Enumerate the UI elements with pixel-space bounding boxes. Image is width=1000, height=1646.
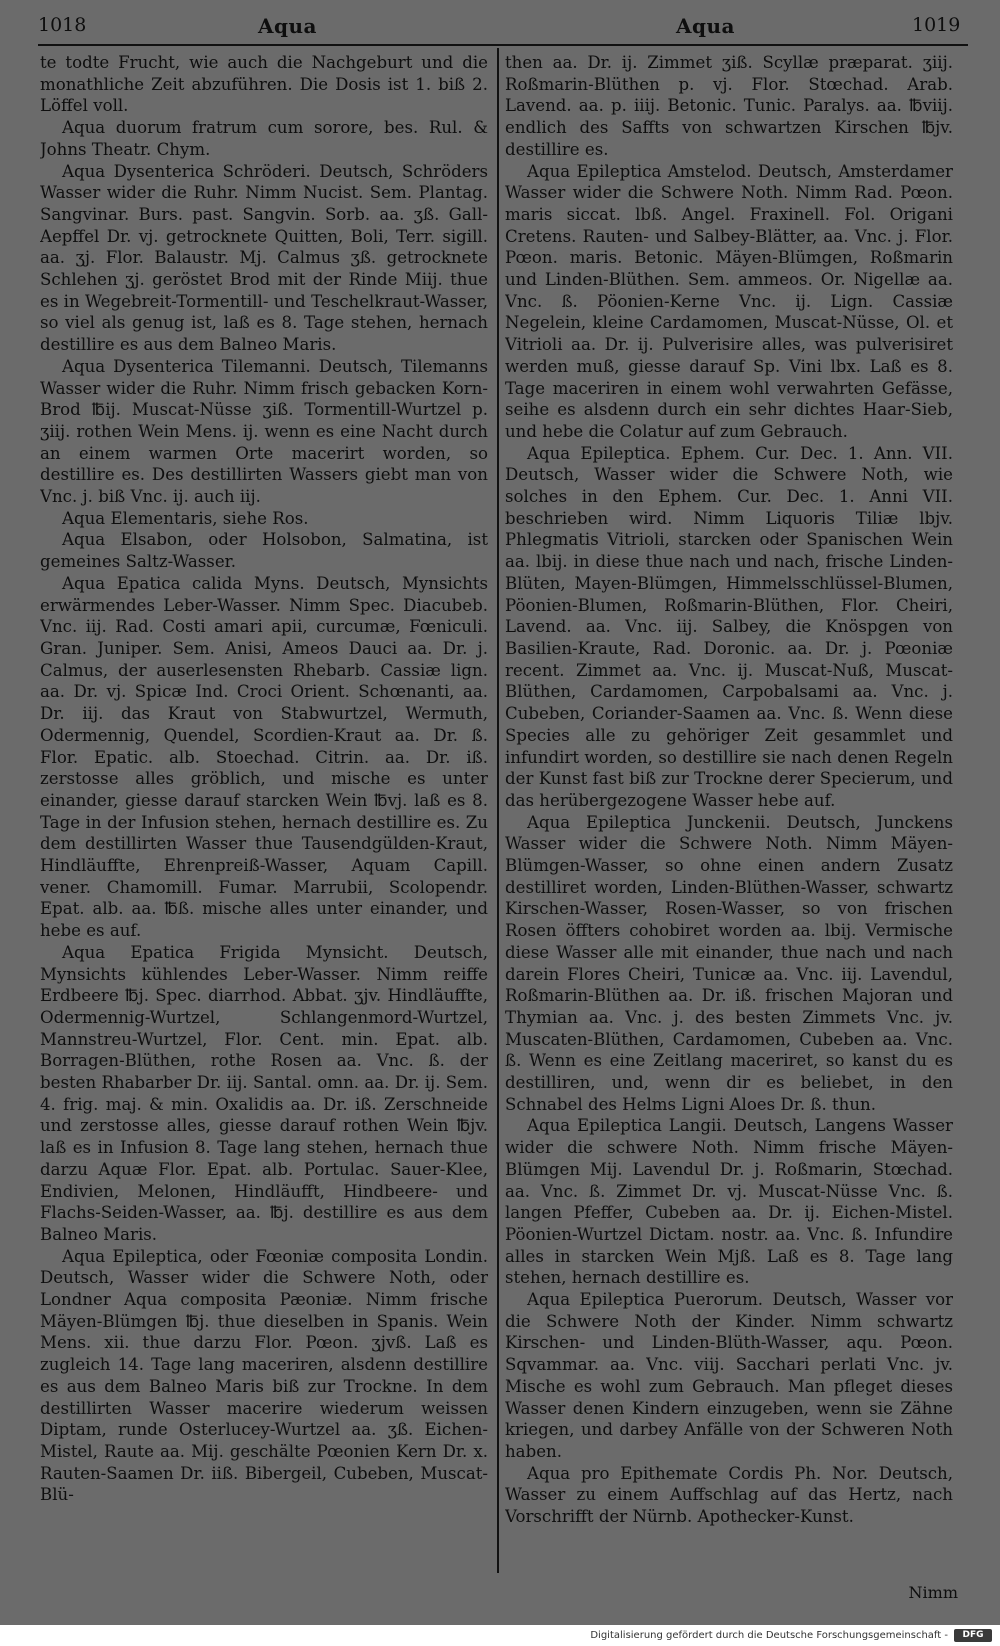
column-divider bbox=[497, 48, 499, 1573]
right-entry: Aqua Epileptica Amstelod. Deutsch, Amsterdamer Wasser wider die Schwere Noth. Nimm Rad. Pœon. maris siccat. lbß. Angel. Fraxinell. Fol. Origani Cretens. Rauten- und Salbey-Blätter, aa. Vnc. j. Flor. Pœon. maris. Betonic. Mäyen-Blümgen, Roßmarin und Linden-Blüthen. Sem. ammeos. Or. Nigellæ aa. Vnc. ß. Pöonien-Kerne Vnc. ij. Lign. Cassiæ Negelein, kleine Cardamomen, Muscat-Nüsse, Ol. et Vitrioli aa. Dr. ij. Pulverisire alles, was pulverisiret werden muß, giesse darauf Sp. Vini lbx. Laß es 8. Tage maceriren in einem wohl verwahrten Gefässe, seihe es alsdenn durch ein sehr dichtes Haar-Sieb, und hebe die Colatur auf zum Gebrauch. bbox=[505, 161, 953, 441]
right-entry: Aqua pro Epithemate Cordis Ph. Nor. Deutsch, Wasser zu einem Auffschlag auf das Hertz, nach Vorschrifft der Nürnb. Apothecker-Kunst. bbox=[505, 1463, 953, 1527]
catchword: Nimm bbox=[908, 1583, 958, 1602]
left-entry-continuation: te todte Frucht, wie auch die Nachgeburt und die monathliche Zeit abzuführen. Die Dosis ist 1. biß 2. Löffel voll. bbox=[40, 53, 488, 116]
right-entry: Aqua Epileptica Langii. Deutsch, Langens Wasser wider die schwere Noth. Nimm frische Mäyen-Blümgen Mij. Lavendul Dr. j. Roßmarin, Stœchad. aa. Vnc. ß. Zimmet Dr. vj. Muscat-Nüsse Vnc. ß. langen Pfeffer, Cubeben aa. Dr. ij. Eichen-Mistel. Pöonien-Wurtzel Dictam. nostr. aa. Vnc. ß. Infundire alles in starcken Wein Mjß. Laß es 8. Tage lang stehen, hernach destillire es. bbox=[505, 1116, 953, 1288]
left-entry: Aqua Dysenterica Schröderi. Deutsch, Schröders Wasser wider die Ruhr. Nimm Nucist. Sem. Plantag. Sangvinar. Burs. past. Sangvin. Sorb. aa. ʒß. Gall-Aepffel Dr. vj. getrocknete Quitten, Boli, Terr. sigill. aa. ʒj. Flor. Balaustr. Mj. Calmus ʒß. getrocknete Schlehen ʒj. geröstet Brod mit der Rinde Miij. thue es in Wegebreit-Tormentill- und Teschelkraut-Wasser, so viel als genug ist, laß es 8. Tage stehen, hernach destillire es aus dem Balneo Maris. bbox=[40, 161, 488, 355]
left-running-title: Aqua bbox=[258, 14, 318, 38]
right-page-number: 1019 bbox=[912, 14, 961, 36]
dfg-logo[interactable]: DFG bbox=[954, 1629, 992, 1642]
right-entry: Aqua Epileptica Puerorum. Deutsch, Wasser vor die Schwere Noth der Kinder. Nimm schwartz Kirschen- und Linden-Blüth-Wasser, aqu. Pœon. Sqvammar. aa. Vnc. viij. Sacchari perlati Vnc. jv. Mische es wohl zum Gebrauch. Man pfleget dieses Wasser denen Kindern einzugeben, wenn sie Zähne kriegen, und darbey Anfälle von der Schweren Noth haben. bbox=[505, 1290, 953, 1461]
right-entry: Aqua Epileptica. Ephem. Cur. Dec. 1. Ann. VII. Deutsch, Wasser wider die Schwere Noth, wie solches in den Ephem. Cur. Dec. 1. Anni VII. beschrieben wird. Nimm Liquoris Tiliæ lbjv. Phlegmatis Vitrioli, starcken oder Spanischen Wein aa. lbij. in diese thue nach und nach, frische Linden-Blüten, Mayen-Blümgen, Himmelsschlüssel-Blumen, Pöonien-Blumen, Roßmarin-Blüthen, Flor. Cheiri, Lavend. aa. Vnc. iij. Salbey, die Knöspgen von Basilien-Kraute, Rad. Doronic. aa. Dr. j. Pœoniæ recent. Zimmet aa. Vnc. ij. Muscat-Nuß, Muscat-Blüthen, Cardamomen, Carpobalsami aa. Vnc. j. Cubeben, Coriander-Saamen aa. Vnc. ß. Wenn diese Species alle zu gehöriger Zeit gesammlet und infundirt worden, so destillire sie nach denen Regeln der Kunst fast biß zur Trockne derer Specierum, und das herübergezogene Wasser hebe auf. bbox=[505, 443, 953, 810]
header-rule bbox=[38, 44, 968, 46]
digitization-credit: Digitalisierung gefördert durch die Deutsche Forschungsgemeinschaft - bbox=[590, 1630, 948, 1641]
left-entry: Aqua Elsabon, oder Holsobon, Salmatina, ist gemeines Saltz-Wasser. bbox=[40, 530, 488, 572]
left-entry: Aqua duorum fratrum cum sorore, bes. Rul. & Johns Theatr. Chym. bbox=[40, 118, 488, 159]
right-running-title: Aqua bbox=[676, 14, 736, 38]
left-entry: Aqua Elementaris, siehe Ros. bbox=[62, 508, 309, 528]
right-column bbox=[505, 52, 953, 1577]
left-page-number: 1018 bbox=[38, 14, 87, 36]
left-entry: Aqua Dysenterica Tilemanni. Deutsch, Tilemanns Wasser wider die Ruhr. Nimm frisch gebacken Korn-Brod ℔ij. Muscat-Nüsse ʒiß. Tormentill-Wurtzel p. ʒiij. rothen Wein Mens. ij. wenn es eine Nacht durch an einem warmen Orte macerirt worden, so destillire es. Des destillirten Wassers giebt man von Vnc. j. biß Vnc. ij. auch iij. bbox=[40, 356, 488, 507]
left-entry: Aqua Epatica calida Myns. Deutsch, Mynsichts erwärmendes Leber-Wasser. Nimm Spec. Diacubeb. Vnc. iij. Rad. Costi amari apii, curcumæ, Fœniculi. Gran. Juniper. Sem. Anisi, Ameos Dauci aa. Dr. j. Calmus, der auserlesensten Rhebarb. Cassiæ lign. aa. Dr. vj. Spicæ Ind. Croci Orient. Schœnanti, aa. Dr. iij. das Kraut von Stabwurtzel, Wermuth, Odermennig, Quendel, Scordien-Kraut aa. Dr. ß. Flor. Epatic. alb. Stoechad. Citrin. aa. Dr. iß. zerstosse alles gröblich, und mische es unter einander, giesse darauf starcken Wein ℔vj. laß es 8. Tage in der Infusion stehen, hernach destillire es. Zu dem destillirten Wasser thue Tausendgülden-Kraut, Hindläuffte, Ehrenpreiß-Wasser, Aquam Capill. vener. Chamomill. Fumar. Marrubii, Scolopendr. Epat. alb. aa. ℔ß. mische alles unter einander, und hebe es auf. bbox=[40, 573, 488, 941]
footer-bar bbox=[0, 1625, 1000, 1646]
left-entry: Aqua Epileptica, oder Fœoniæ composita Londin. Deutsch, Wasser wider die Schwere Noth, oder Londner Aqua composita Pæoniæ. Nimm frische Mäyen-Blümgen ℔j. thue dieselben in Spanis. Wein Mens. xii. thue darzu Flor. Pœon. ʒjvß. Laß es zugleich 14. Tage lang maceriren, alsdenn destillire es aus dem Balneo Maris biß zur Trockne. In dem destillirten Wasser macerire wiederum weissen Diptam, runde Osterlucey-Wurtzel aa. ʒß. Eichen-Mistel, Raute aa. Mij. geschälte Pœonien Kern Dr. x. Rauten-Saamen Dr. iiß. Bibergeil, Cubeben, Muscat-Blü- bbox=[40, 1246, 488, 1505]
right-entry-continuation: then aa. Dr. ij. Zimmet ʒiß. Scyllæ præparat. ʒiij. Roßmarin-Blüthen p. vj. Flor. Stœchad. Arab. Lavend. aa. p. iiij. Betonic. Tunic. Paralys. aa. ℔viij. endlich des Saffts von schwartzen Kirschen ℔jv. destillire es. bbox=[505, 53, 953, 159]
left-column bbox=[40, 52, 488, 1577]
left-entry: Aqua Epatica Frigida Mynsicht. Deutsch, Mynsichts kühlendes Leber-Wasser. Nimm reiffe Erdbeere ℔j. Spec. diarrhod. Abbat. ʒjv. Hindläuffte, Odermennig-Wurtzel, Schlangenmord-Wurtzel, Mannstreu-Wurtzel, Flor. Cent. min. Epat. alb. Borragen-Blüthen, rothe Rosen aa. Vnc. ß. der besten Rhabarber Dr. iij. Santal. omn. aa. Dr. ij. Sem. 4. frig. maj. & min. Oxalidis aa. Dr. iß. Zerschneide und zerstosse alles, giesse darauf rothen Wein ℔jv. laß es in Infusion 8. Tage lang stehen, hernach thue darzu Aquæ Flor. Epat. alb. Portulac. Sauer-Klee, Endivien, Melonen, Hindläufft, Hindbeere- und Flachs-Seiden-Wasser, aa. ℔j. destillire es aus dem Balneo Maris. bbox=[40, 942, 488, 1244]
right-entry: Aqua Epileptica Junckenii. Deutsch, Junckens Wasser wider die Schwere Noth. Nimm Mäyen-Blümgen-Wasser, so ohne einen andern Zusatz destilliret worden, Linden-Blüthen-Wasser, schwartz Kirschen-Wasser, Rosen-Wasser, so von frischen Rosen öffters cohobiret worden aa. lbij. Vermische diese Wasser alle mit einander, thue nach und nach darein Flores Cheiri, Tunicæ aa. Vnc. iij. Lavendul, Roßmarin-Blüthen aa. Dr. iß. frischen Majoran und Thymian aa. Vnc. j. des besten Zimmets Vnc. jv. Muscaten-Blüthen, Cardamomen, Cubeben aa. Vnc. ß. Wenn es eine Zeitlang maceriret, so kanst du es destilliren, und, wenn dir es beliebet, in den Schnabel des Helms Ligni Aloes Dr. ß. thun. bbox=[505, 812, 953, 1114]
